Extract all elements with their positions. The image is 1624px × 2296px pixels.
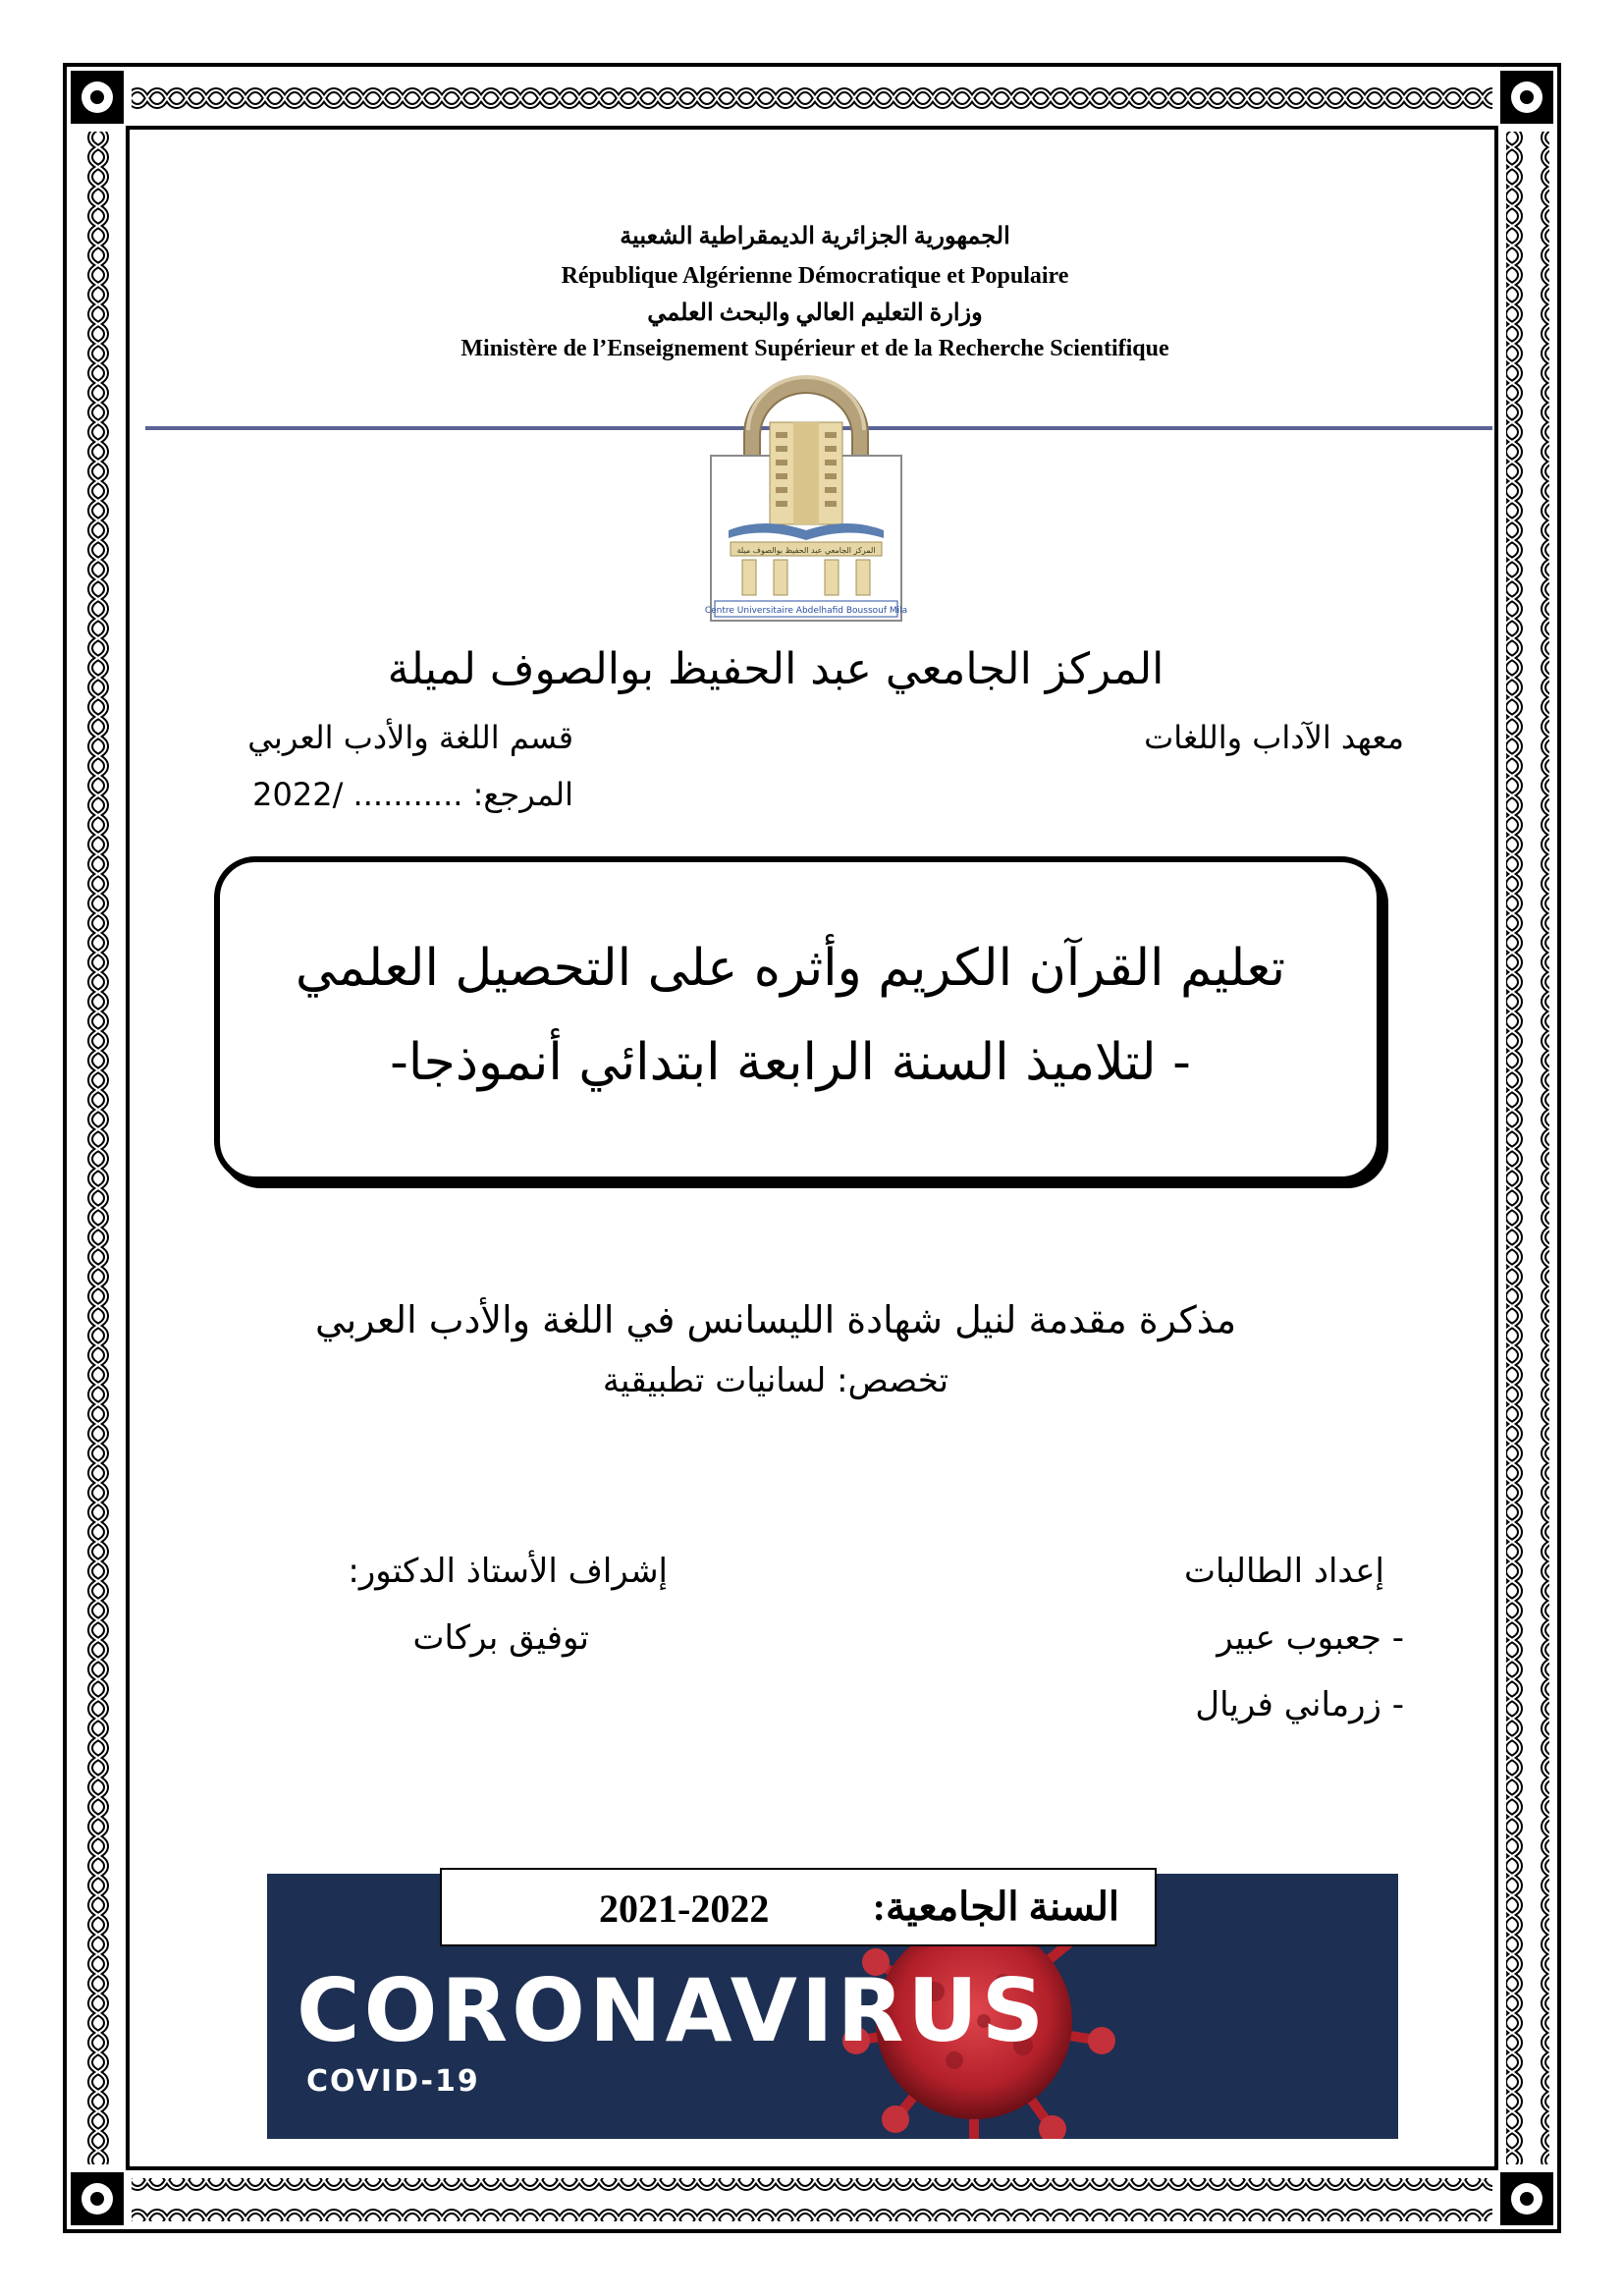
logo-caption: Centre Universitaire Abdelhafid Boussouf Mila: [705, 606, 907, 616]
ministry-arabic: وزارة التعليم العالي والبحث العلمي: [647, 301, 983, 326]
academic-year-value: 2021-2022: [599, 1886, 770, 1931]
banner-subtitle: COVID-19: [306, 2064, 480, 2099]
department-name: قسم اللغة والأدب العربي: [247, 719, 573, 756]
supervisor-name: توفيق بركات: [412, 1618, 589, 1658]
logo-inner-text: المركز الجامعي عبد الحفيظ بوالصوف ميلة: [736, 546, 876, 555]
thesis-title-line2: - لتلاميذ السنة الرابعة ابتدائي أنموذجا-: [390, 1033, 1191, 1092]
ministry-french: Ministère de l’Enseignement Supérieur et de la Recherche Scientifique: [460, 336, 1169, 361]
republic-french: République Algérienne Démocratique et Populaire: [561, 263, 1069, 289]
specialty: تخصص: لسانيات تطبيقية: [602, 1361, 949, 1400]
institute-name: معهد الآداب واللغات: [1144, 719, 1404, 756]
supervisor-label: إشراف الأستاذ الدكتور:: [348, 1552, 668, 1591]
students-label: إعداد الطالبات: [1183, 1552, 1384, 1591]
republic-arabic: الجمهورية الجزائرية الديمقراطية الشعبية: [620, 224, 1010, 249]
academic-year-label: السنة الجامعية:: [872, 1885, 1119, 1929]
banner-title: CORONAVIRUS: [297, 1960, 1049, 2061]
thesis-title-line1: تعليم القرآن الكريم وأثره على التحصيل العلمي: [295, 939, 1286, 998]
degree-memo: مذكرة مقدمة لنيل شهادة الليسانس في اللغة والأدب العربي: [314, 1298, 1237, 1341]
student-name-1: - جعبوب عبير: [1217, 1618, 1404, 1658]
center-name: المركز الجامعي عبد الحفيظ بوالصوف لميلة: [387, 644, 1164, 694]
reference-number: المرجع: ........... /2022: [252, 776, 573, 813]
university-logo: [705, 365, 907, 625]
thesis-title-box: [214, 856, 1382, 1182]
student-name-2: - زرماني فريال: [1195, 1685, 1404, 1724]
